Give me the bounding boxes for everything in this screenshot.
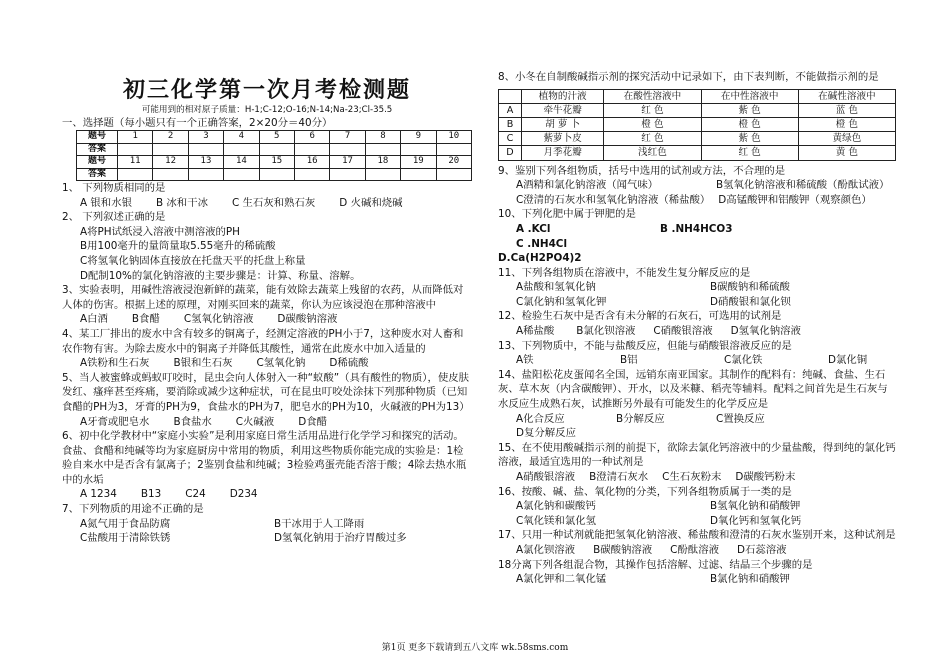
option: C生石灰粉末 [662, 471, 722, 483]
option: B碳酸钠和稀硫酸 [710, 281, 790, 294]
question-10 [498, 207, 898, 265]
question-2 [62, 210, 472, 283]
answer-cell[interactable] [436, 168, 471, 181]
atomic-masses: 可能用到的相对原子质量：H-1;C-12;O-16;N-14;Na-23;Cl-35.5 [141, 105, 393, 115]
cell: 黄绿色 [798, 132, 895, 146]
question-number: 10 [436, 131, 471, 144]
question-number: 4 [224, 131, 259, 144]
question-number: 8 [365, 131, 400, 144]
question-number: 13 [188, 156, 223, 169]
option: B氯化钠和硝酸钾 [710, 573, 790, 586]
answer-cell[interactable] [436, 143, 471, 156]
question-stem: 8、小冬在自制酸碱指示剂的探究活动中记录如下，由下表判断，不能做指示剂的是 [498, 71, 879, 83]
question-stem: 2、 下列叙述正确的是 [62, 211, 166, 224]
option: C氯化钠和氢氧化钾 [516, 295, 607, 308]
option-list [498, 572, 898, 587]
answer-cell[interactable] [401, 168, 436, 181]
option: D氯化铜 [828, 354, 868, 367]
question-11 [498, 266, 898, 310]
cell: B [499, 117, 522, 131]
question-number: 9 [401, 131, 436, 144]
option: A化合反应 [516, 412, 565, 425]
option-list [62, 517, 472, 546]
option: D高锰酸钾和铝酸钾（观察颜色） [718, 193, 872, 206]
option: C硝酸银溶液 [653, 325, 713, 338]
answer-cell[interactable] [224, 143, 259, 156]
cell: 紫 色 [701, 132, 798, 146]
cell: 蓝 色 [798, 103, 895, 117]
indicator-table [498, 89, 896, 161]
option: C氢氧化钠溶液 [183, 313, 254, 326]
option: A氯化钠和碳酸钙 [516, 500, 596, 513]
answer-cell[interactable] [401, 143, 436, 156]
question-stem: 15、在不使用酸碱指示剂的前提下，欲除去氯化钙溶液中的少量盐酸，得到纯的氯化钙溶液，最适宜选用的一种试剂是 [498, 441, 896, 469]
option: B氯化钡溶液 [576, 325, 636, 338]
question-number: 2 [153, 131, 188, 144]
option: B澄清石灰水 [589, 471, 649, 483]
option: B13 [140, 488, 162, 501]
option: A氯化钾和二氧化锰 [516, 573, 607, 586]
option: D复分解反应 [516, 427, 576, 440]
option: B氢氧化钠和硝酸钾 [710, 500, 801, 513]
question-9 [498, 164, 898, 208]
option: D硝酸银和氯化钡 [710, 295, 791, 308]
cell: A [499, 103, 522, 117]
row-label: 答案 [77, 143, 118, 156]
question-stem: 1、 下列物质相同的是 [62, 182, 166, 194]
question-4 [62, 327, 472, 371]
right-column [498, 70, 898, 587]
header-cell: 在中性溶液中 [701, 89, 798, 103]
question-number: 16 [294, 156, 329, 169]
option-list [498, 178, 898, 207]
cell: 紫萝卜皮 [522, 132, 604, 146]
left-column [62, 0, 472, 546]
question-stem: 11、下列各组物质在溶液中，不能发生复分解反应的是 [498, 266, 751, 279]
cell: 红 色 [604, 132, 701, 146]
option: D.Ca(H2PO4)2 [498, 252, 582, 265]
option: A将PH试纸浸入溶液中测溶液的PH [80, 225, 240, 238]
answer-cell[interactable] [118, 143, 153, 156]
question-6 [62, 429, 472, 502]
question-16 [498, 485, 898, 529]
question-number: 12 [153, 156, 188, 169]
answer-cell[interactable] [224, 168, 259, 181]
option: C 生石灰和熟石灰 [231, 196, 316, 209]
question-1 [62, 181, 472, 210]
option-list [62, 356, 472, 371]
section-heading: 一、选择题（每小题只有一个正确答案，2×20分＝40分） [62, 117, 333, 129]
option: B用100毫升的量筒量取5.55毫升的稀硫酸 [80, 240, 276, 253]
header-cell: 在碱性溶液中 [798, 89, 895, 103]
question-stem: 18分离下列各组混合物，其操作包括溶解、过滤、结晶三个步骤的是 [498, 558, 813, 571]
option: A 1234 [80, 488, 117, 501]
option-list [498, 499, 898, 528]
question-12 [498, 309, 898, 338]
option: A 银和水银 [80, 196, 132, 209]
table-row [77, 143, 472, 156]
option: C氯化铁 [724, 354, 763, 367]
option-list [62, 312, 472, 327]
option: B食醋 [131, 313, 160, 326]
row-label: 题号 [77, 131, 118, 144]
cell: 月季花瓣 [522, 146, 604, 160]
option: D食醋 [298, 415, 327, 428]
option-list [62, 487, 472, 502]
question-number: 14 [224, 156, 259, 169]
cell: 胡 萝 卜 [522, 117, 604, 131]
option: B 冰和干冰 [155, 196, 208, 209]
cell: 红 色 [604, 103, 701, 117]
option: A稀盐酸 [516, 325, 555, 338]
answer-cell[interactable] [188, 168, 223, 181]
row-label: 题号 [77, 156, 118, 169]
option: A白酒 [80, 313, 108, 326]
answer-cell[interactable] [294, 168, 329, 181]
option: A铁粉和生石灰 [80, 357, 150, 370]
question-stem: 12、检验生石灰中是否含有未分解的石灰石，可选用的试剂是 [498, 310, 782, 323]
answer-cell[interactable] [118, 168, 153, 181]
option: D234 [229, 488, 258, 501]
option: B碳酸钠溶液 [593, 543, 653, 556]
option: C澄清的石灰水和氢氧化钠溶液（稀盐酸） [516, 193, 711, 206]
question-stem: 4、某工厂排出的废水中含有较多的铜离子，经测定溶液的PH小于7，这种废水对人畜和农作物有害。为除去废水中的铜离子并降低其酸性，通常在此废水中加入适量的 [62, 327, 464, 355]
option: D氢氧化钠用于治疗胃酸过多 [274, 532, 407, 545]
question-number: 7 [330, 131, 365, 144]
option: D配制10%的氯化钠溶液的主要步骤是：计算、称量、溶解。 [80, 269, 361, 282]
table-row [77, 156, 472, 169]
header-cell: 在酸性溶液中 [604, 89, 701, 103]
option: C将氢氧化钠固体直接放在托盘天平的托盘上称量 [80, 254, 306, 267]
option: B .NH4HCO3 [660, 222, 733, 235]
page-title: 初三化学第一次月考检测题 [122, 77, 411, 103]
table-row [499, 132, 896, 146]
cell: 紫 色 [701, 103, 798, 117]
question-15 [498, 441, 898, 485]
option: A .KCl [516, 222, 551, 235]
option-list [498, 324, 898, 339]
option: B干冰用于人工降雨 [274, 517, 365, 530]
option-list [498, 470, 898, 485]
answer-table [76, 130, 472, 181]
option: A铁 [516, 354, 534, 367]
question-stem: 10、下列化肥中属于钾肥的是 [498, 208, 636, 221]
question-stem: 13、下列物质中，不能与盐酸反应，但能与硝酸银溶液反应的是 [498, 339, 792, 352]
question-number: 19 [401, 156, 436, 169]
question-stem: 6、初中化学教材中“家庭小实验”是利用家庭日常生活用品进行化学学习和探究的活动。食盐、食醋和纯碱等均为家庭厨房中常用的物质，利用这些物质你能完成的实验是：1检验自来水中是否含有氯离子；2鉴别食盐和纯碱；3检验鸡蛋壳能否溶于酸；4除去热水瓶中的水垢 [62, 430, 467, 486]
option: B银和生石灰 [173, 357, 233, 370]
table-row [77, 168, 472, 181]
question-number: 18 [365, 156, 400, 169]
option: D 火碱和烧碱 [339, 196, 403, 209]
option-list [62, 196, 472, 211]
option: C酚酞溶液 [670, 543, 719, 556]
row-label: 答案 [77, 168, 118, 181]
answer-cell[interactable] [330, 168, 365, 181]
option: A氯化钡溶液 [516, 543, 576, 556]
question-5 [62, 371, 472, 429]
header-cell [499, 89, 522, 103]
question-number: 6 [294, 131, 329, 144]
question-18 [498, 558, 898, 587]
option-list [498, 280, 898, 309]
option: B铝 [620, 354, 638, 367]
question-number: 15 [259, 156, 294, 169]
option: A酒精和氯化钠溶液（闻气味） [516, 179, 659, 192]
option-list [62, 415, 472, 430]
question-stem: 3、实验表明，用碱性溶液浸泡新鲜的蔬菜，能有效除去蔬菜上残留的农药，从而降低对人体的伤害。根据上述的原理，对刚买回来的蔬菜，你认为应该浸泡在那种溶液中 [62, 284, 464, 311]
answer-cell[interactable] [330, 143, 365, 156]
question-number: 1 [118, 131, 153, 144]
question-17 [498, 528, 898, 557]
cell: 牵牛花瓣 [522, 103, 604, 117]
question-stem: 14、盐阳松花皮蛋闻名全国，远销东南亚国家。其制作的配料有：纯碱、食盐、生石灰、草木灰（内含碳酸钾）、开水，以及米糠、稻壳等辅料。配料之间首先是生石灰与水反应生成熟石灰，试推断另外最有可能发生的化学反应是 [498, 368, 888, 411]
option: C置换反应 [716, 412, 765, 425]
option: D氧化钙和氢氧化钙 [710, 514, 802, 527]
option: C盐酸用于清除铁锈 [80, 532, 171, 545]
option: D石蕊溶液 [736, 543, 787, 556]
option: C火碱液 [235, 415, 275, 428]
cell: 橙 色 [798, 117, 895, 131]
question-stem: 7、下列物质的用途不正确的是 [62, 503, 204, 516]
question-number: 17 [330, 156, 365, 169]
question-8 [498, 70, 898, 161]
question-7 [62, 502, 472, 546]
cell: 橙 色 [701, 117, 798, 131]
question-number: 20 [436, 156, 471, 169]
option: B食盐水 [173, 415, 212, 428]
option-list [498, 412, 898, 441]
header-cell: 植物的汁液 [522, 89, 604, 103]
answer-cell[interactable] [153, 168, 188, 181]
option: B分解反应 [616, 412, 665, 425]
question-number: 3 [188, 131, 223, 144]
answer-cell[interactable] [188, 143, 223, 156]
option: C .NH4Cl [516, 237, 567, 250]
cell: 橙 色 [604, 117, 701, 131]
answer-cell[interactable] [365, 168, 400, 181]
option: D碳酸钠溶液 [277, 313, 338, 326]
question-stem: 16、按酸、碱、盐、氧化物的分类，下列各组物质属于一类的是 [498, 485, 792, 498]
question-stem: 17、只用一种试剂就能把氢氧化钠溶液、稀盐酸和澄清的石灰水鉴别开来，这种试剂是 [498, 529, 896, 542]
option: D氢氧化钠溶液 [730, 325, 801, 338]
question-stem: 5、当人被蜜蜂或蚂蚁叮咬时，昆虫会向人体射入一种“蚁酸”（具有酸性的物质），使皮肤发红、瘙痒甚至疼痛，要消除或减少这种症状，可在昆虫叮咬处涂抹下列那种物质（已知食醋的PH为3，牙膏的PH为9，食盐水的PH为7，肥皂水的PH为10，火碱液的PH为13） [62, 371, 470, 413]
answer-cell[interactable] [259, 143, 294, 156]
table-row [77, 131, 472, 144]
table-row [499, 146, 896, 160]
cell: 浅红色 [604, 146, 701, 160]
cell: C [499, 132, 522, 146]
option: C氢氧化钠 [256, 357, 306, 370]
question-13 [498, 339, 898, 368]
question-stem: 9、鉴别下列各组物质，括号中选用的试剂或方法，不合理的是 [498, 164, 786, 177]
answer-cell[interactable] [153, 143, 188, 156]
cell: D [499, 146, 522, 160]
cell: 黄 色 [798, 146, 895, 160]
question-14 [498, 368, 898, 441]
option-list [498, 353, 898, 368]
option: A盐酸和氢氧化钠 [516, 281, 596, 294]
option: C氧化镁和氯化氢 [516, 514, 596, 527]
option-list [498, 222, 898, 251]
answer-cell[interactable] [294, 143, 329, 156]
option: B氢氧化钠溶液和稀硫酸（酚酞试液） [716, 179, 890, 192]
answer-cell[interactable] [365, 143, 400, 156]
page-footer: 第1页 更多下载请到五八文库 wk.58sms.com [381, 643, 569, 653]
option: A硝酸银溶液 [516, 471, 576, 483]
option: A牙膏或肥皂水 [80, 415, 150, 428]
option: D碳酸钙粉末 [735, 471, 796, 483]
question-3 [62, 283, 472, 327]
option-list [498, 543, 898, 558]
question-number: 11 [118, 156, 153, 169]
table-header-row [499, 89, 896, 103]
answer-cell[interactable] [259, 168, 294, 181]
option: C24 [185, 488, 206, 501]
question-number: 5 [259, 131, 294, 144]
option: D稀硫酸 [329, 357, 369, 370]
cell: 红 色 [701, 146, 798, 160]
table-row [499, 117, 896, 131]
option: A氮气用于食品防腐 [80, 517, 171, 530]
table-row [499, 103, 896, 117]
